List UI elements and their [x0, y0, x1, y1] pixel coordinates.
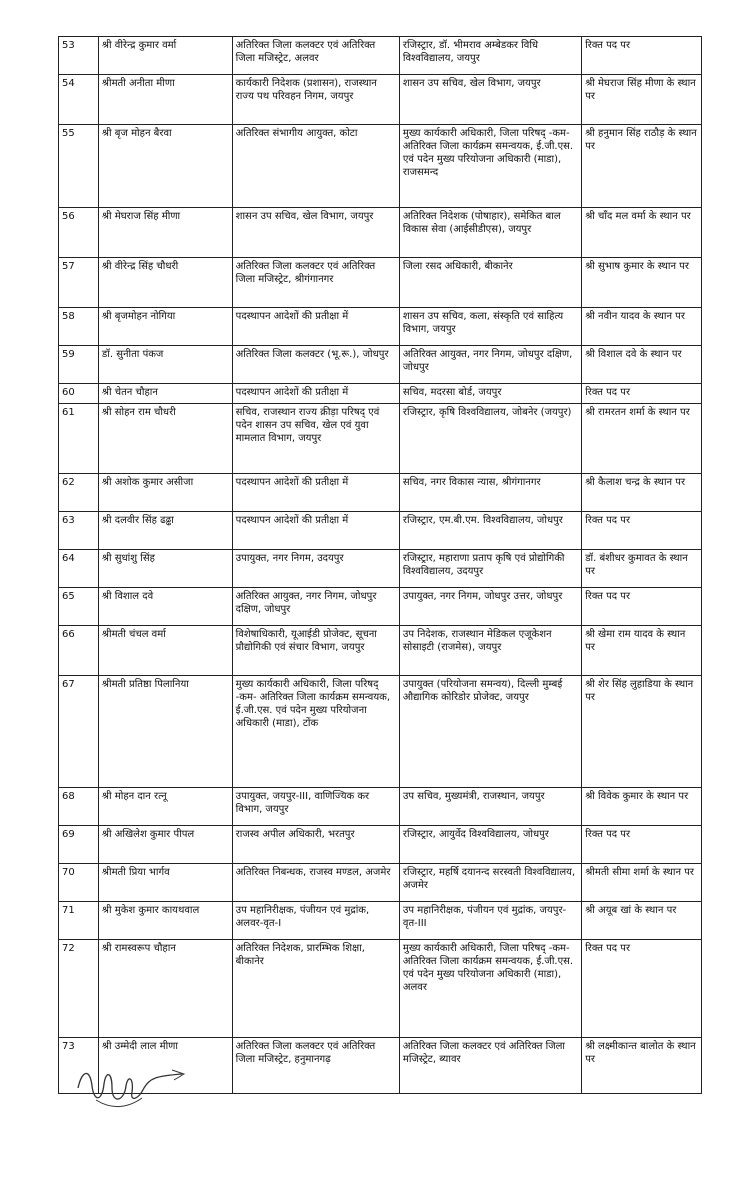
- officer-name-cell: श्री दलवीर सिंह ढढ्ढा: [98, 512, 232, 550]
- serial-number-cell: 64: [59, 550, 99, 588]
- new-post-cell: अतिरिक्त आयुक्त, नगर निगम, जोधपुर दक्षिण, जोधपुर: [399, 346, 581, 384]
- vacancy-cell: श्री हनुमान सिंह राठौड़ के स्थान पर: [582, 125, 702, 208]
- vacancy-cell: श्री खेमा राम यादव के स्थान पर: [582, 626, 702, 676]
- new-post-cell: सचिव, मदरसा बोर्ड, जयपुर: [399, 384, 581, 404]
- current-post-cell: राजस्व अपील अधिकारी, भरतपुर: [232, 826, 399, 864]
- current-post-cell: अतिरिक्त जिला कलक्टर एवं अतिरिक्त जिला मजिस्ट्रेट, हनुमानगढ़: [232, 1038, 399, 1094]
- signature-icon: [72, 1058, 192, 1118]
- officer-name-cell: श्री वीरेन्द्र सिंह चौधरी: [98, 258, 232, 308]
- vacancy-cell: श्री शेर सिंह लुहाडिया के स्थान पर: [582, 676, 702, 788]
- current-post-cell: अतिरिक्त निदेशक, प्रारम्भिक शिक्षा, बीकानेर: [232, 940, 399, 1038]
- table-row: [59, 474, 702, 512]
- vacancy-cell: श्रीमती सीमा शर्मा के स्थान पर: [582, 864, 702, 902]
- table-row: [59, 125, 702, 208]
- new-post-cell: उप सचिव, मुख्यमंत्री, राजस्थान, जयपुर: [399, 788, 581, 826]
- transfer-posting-table: [58, 36, 702, 1094]
- vacancy-cell: श्री विवेक कुमार के स्थान पर: [582, 788, 702, 826]
- table-row: [59, 676, 702, 788]
- current-post-cell: अतिरिक्त जिला कलक्टर (भू.रू.), जोधपुर: [232, 346, 399, 384]
- table-row: [59, 788, 702, 826]
- officer-name-cell: श्री उम्मेदी लाल मीणा: [98, 1038, 232, 1094]
- vacancy-cell: श्री कैलाश चन्द्र के स्थान पर: [582, 474, 702, 512]
- table-body: [59, 37, 702, 1094]
- current-post-cell: उप महानिरीक्षक, पंजीयन एवं मुद्रांक, अलवर-वृत-I: [232, 902, 399, 940]
- table-row: [59, 588, 702, 626]
- officer-name-cell: श्रीमती प्रिया भार्गव: [98, 864, 232, 902]
- current-post-cell: पदस्थापन आदेशों की प्रतीक्षा में: [232, 512, 399, 550]
- serial-number-cell: 67: [59, 676, 99, 788]
- new-post-cell: शासन उप सचिव, कला, संस्कृति एवं साहित्य विभाग, जयपुर: [399, 308, 581, 346]
- officer-name-cell: डॉ. सुनीता पंकज: [98, 346, 232, 384]
- officer-name-cell: श्री वीरेन्द्र कुमार वर्मा: [98, 37, 232, 75]
- table-row: [59, 404, 702, 474]
- officer-name-cell: श्रीमती चंचल वर्मा: [98, 626, 232, 676]
- vacancy-cell: रिक्त पद पर: [582, 37, 702, 75]
- current-post-cell: अतिरिक्त निबन्धक, राजस्व मण्डल, अजमेर: [232, 864, 399, 902]
- serial-number-cell: 63: [59, 512, 99, 550]
- serial-number-cell: 66: [59, 626, 99, 676]
- serial-number-cell: 72: [59, 940, 99, 1038]
- officer-name-cell: श्री बृज मोहन बैरवा: [98, 125, 232, 208]
- table-row: [59, 940, 702, 1038]
- current-post-cell: अतिरिक्त आयुक्त, नगर निगम, जोधपुर दक्षिण, जोधपुर: [232, 588, 399, 626]
- table-row: [59, 864, 702, 902]
- officer-name-cell: श्री मुकेश कुमार कायथवाल: [98, 902, 232, 940]
- current-post-cell: पदस्थापन आदेशों की प्रतीक्षा में: [232, 384, 399, 404]
- serial-number-cell: 69: [59, 826, 99, 864]
- table-row: [59, 384, 702, 404]
- vacancy-cell: श्री अयूब खां के स्थान पर: [582, 902, 702, 940]
- officer-name-cell: श्री चेतन चौहान: [98, 384, 232, 404]
- table-row: [59, 550, 702, 588]
- current-post-cell: उपायुक्त, नगर निगम, उदयपुर: [232, 550, 399, 588]
- table-row: [59, 308, 702, 346]
- current-post-cell: अतिरिक्त संभागीय आयुक्त, कोटा: [232, 125, 399, 208]
- serial-number-cell: 65: [59, 588, 99, 626]
- current-post-cell: अतिरिक्त जिला कलक्टर एवं अतिरिक्त जिला मजिस्ट्रेट, अलवर: [232, 37, 399, 75]
- new-post-cell: रजिस्ट्रार, महर्षि दयानन्द सरस्वती विश्वविद्यालय, अजमेर: [399, 864, 581, 902]
- officer-name-cell: श्रीमती अनीता मीणा: [98, 75, 232, 125]
- current-post-cell: शासन उप सचिव, खेल विभाग, जयपुर: [232, 208, 399, 258]
- new-post-cell: उपायुक्त (परियोजना समन्वय), दिल्ली मुम्बई औद्यागिक कोरिडोर प्रोजेक्ट, जयपुर: [399, 676, 581, 788]
- new-post-cell: उपायुक्त, नगर निगम, जोधपुर उत्तर, जोधपुर: [399, 588, 581, 626]
- vacancy-cell: श्री सुभाष कुमार के स्थान पर: [582, 258, 702, 308]
- new-post-cell: रजिस्ट्रार, कृषि विश्वविद्यालय, जोबनेर (जयपुर): [399, 404, 581, 474]
- vacancy-cell: श्री चाँद मल वर्मा के स्थान पर: [582, 208, 702, 258]
- vacancy-cell: रिक्त पद पर: [582, 512, 702, 550]
- vacancy-cell: रिक्त पद पर: [582, 826, 702, 864]
- officer-name-cell: श्री बृजमोहन नोगिया: [98, 308, 232, 346]
- table-row: [59, 626, 702, 676]
- table-row: [59, 902, 702, 940]
- officer-name-cell: श्री अखिलेश कुमार पीपल: [98, 826, 232, 864]
- vacancy-cell: श्री रामरतन शर्मा के स्थान पर: [582, 404, 702, 474]
- serial-number-cell: 62: [59, 474, 99, 512]
- serial-number-cell: 71: [59, 902, 99, 940]
- current-post-cell: मुख्य कार्यकारी अधिकारी, जिला परिषद् -कम- अतिरिक्त जिला कार्यक्रम समन्वयक, ई.जी.एस. एवं पदेन मुख्य परियोजना अधिकारी (माडा), टोंक: [232, 676, 399, 788]
- current-post-cell: उपायुक्त, जयपुर-III, वाणिज्यिक कर विभाग, जयपुर: [232, 788, 399, 826]
- vacancy-cell: श्री नवीन यादव के स्थान पर: [582, 308, 702, 346]
- new-post-cell: रजिस्ट्रार, आयुर्वेद विश्वविद्यालय, जोधपुर: [399, 826, 581, 864]
- serial-number-cell: 61: [59, 404, 99, 474]
- vacancy-cell: श्री मेघराज सिंह मीणा के स्थान पर: [582, 75, 702, 125]
- new-post-cell: सचिव, नगर विकास न्यास, श्रीगंगानगर: [399, 474, 581, 512]
- current-post-cell: विशेषाधिकारी, यूआईडी प्रोजेक्ट, सूचना प्रौद्योगिकी एवं संचार विभाग, जयपुर: [232, 626, 399, 676]
- serial-number-cell: 53: [59, 37, 99, 75]
- serial-number-cell: 54: [59, 75, 99, 125]
- officer-name-cell: श्री मेघराज सिंह मीणा: [98, 208, 232, 258]
- current-post-cell: सचिव, राजस्थान राज्य क्रीड़ा परिषद् एवं पदेन शासन उप सचिव, खेल एवं युवा मामलात विभाग, जयपुर: [232, 404, 399, 474]
- officer-name-cell: श्री अशोक कुमार असीजा: [98, 474, 232, 512]
- table-row: [59, 37, 702, 75]
- serial-number-cell: 70: [59, 864, 99, 902]
- new-post-cell: रजिस्ट्रार, डॉ. भीमराव अम्बेडकर विधि विश्वविद्यालय, जयपुर: [399, 37, 581, 75]
- vacancy-cell: रिक्त पद पर: [582, 940, 702, 1038]
- table-row: [59, 208, 702, 258]
- serial-number-cell: 60: [59, 384, 99, 404]
- officer-name-cell: श्री विशाल दवे: [98, 588, 232, 626]
- vacancy-cell: रिक्त पद पर: [582, 384, 702, 404]
- new-post-cell: उप महानिरीक्षक, पंजीयन एवं मुद्रांक, जयपुर-वृत-III: [399, 902, 581, 940]
- new-post-cell: उप निदेशक, राजस्थान मेडिकल एजूकेशन सोसाइटी (राजमेस), जयपुर: [399, 626, 581, 676]
- table-row: [59, 826, 702, 864]
- vacancy-cell: श्री विशाल दवे के स्थान पर: [582, 346, 702, 384]
- officer-name-cell: श्रीमती प्रतिष्ठा पिलानिया: [98, 676, 232, 788]
- vacancy-cell: रिक्त पद पर: [582, 588, 702, 626]
- officer-name-cell: श्री रामस्वरूप चौहान: [98, 940, 232, 1038]
- current-post-cell: पदस्थापन आदेशों की प्रतीक्षा में: [232, 308, 399, 346]
- serial-number-cell: 68: [59, 788, 99, 826]
- officer-name-cell: श्री मोहन दान रत्नू: [98, 788, 232, 826]
- current-post-cell: पदस्थापन आदेशों की प्रतीक्षा में: [232, 474, 399, 512]
- vacancy-cell: श्री लक्ष्मीकान्त बालोत के स्थान पर: [582, 1038, 702, 1094]
- current-post-cell: कार्यकारी निदेशक (प्रशासन), राजस्थान राज्य पथ परिवहन निगम, जयपुर: [232, 75, 399, 125]
- new-post-cell: रजिस्ट्रार, एम.बी.एम. विश्वविद्यालय, जोधपुर: [399, 512, 581, 550]
- serial-number-cell: 56: [59, 208, 99, 258]
- serial-number-cell: 55: [59, 125, 99, 208]
- serial-number-cell: 59: [59, 346, 99, 384]
- new-post-cell: शासन उप सचिव, खेल विभाग, जयपुर: [399, 75, 581, 125]
- officer-name-cell: श्री सुधांशु सिंह: [98, 550, 232, 588]
- new-post-cell: मुख्य कार्यकारी अधिकारी, जिला परिषद् -कम- अतिरिक्त जिला कार्यक्रम समन्वयक, ई.जी.एस. एवं पदेन मुख्य परियोजना अधिकारी (माडा), राजसमन्द: [399, 125, 581, 208]
- table-row: [59, 512, 702, 550]
- current-post-cell: अतिरिक्त जिला कलक्टर एवं अतिरिक्त जिला मजिस्ट्रेट, श्रीगंगानगर: [232, 258, 399, 308]
- serial-number-cell: 73: [59, 1038, 99, 1094]
- table-row: [59, 75, 702, 125]
- new-post-cell: जिला रसद अधिकारी, बीकानेर: [399, 258, 581, 308]
- new-post-cell: अतिरिक्त निदेशक (पोषाहार), समेकित बाल विकास सेवा (आईसीडीएस), जयपुर: [399, 208, 581, 258]
- table-row: [59, 258, 702, 308]
- officer-name-cell: श्री सोहन राम चौधरी: [98, 404, 232, 474]
- new-post-cell: अतिरिक्त जिला कलक्टर एवं अतिरिक्त जिला मजिस्ट्रेट, ब्यावर: [399, 1038, 581, 1094]
- new-post-cell: मुख्य कार्यकारी अधिकारी, जिला परिषद् -कम- अतिरिक्त जिला कार्यक्रम समन्वयक, ई.जी.एस. एवं पदेन मुख्य परियोजना अधिकारी (माडा), अलवर: [399, 940, 581, 1038]
- serial-number-cell: 58: [59, 308, 99, 346]
- serial-number-cell: 57: [59, 258, 99, 308]
- vacancy-cell: डॉ. बंशीधर कुमावत के स्थान पर: [582, 550, 702, 588]
- table-row: [59, 346, 702, 384]
- new-post-cell: रजिस्ट्रार, महाराणा प्रताप कृषि एवं प्रोद्योगिकी विश्वविद्यालय, उदयपुर: [399, 550, 581, 588]
